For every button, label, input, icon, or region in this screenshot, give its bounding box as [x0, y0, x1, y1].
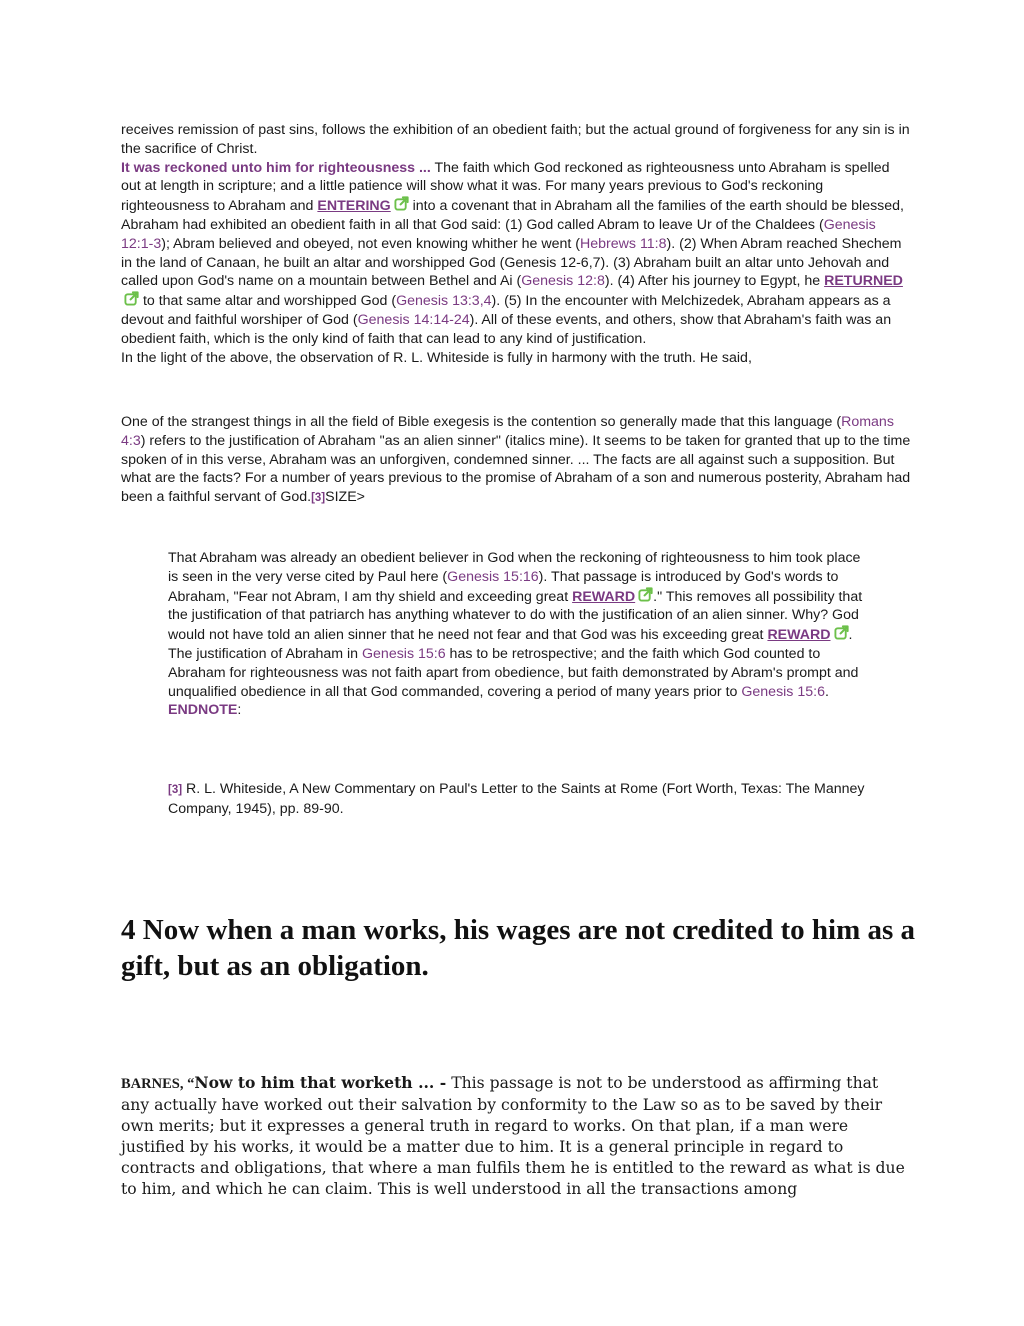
external-link-icon[interactable]: [638, 587, 653, 602]
scripture-link-genesis-15-6[interactable]: Genesis 15:6: [362, 645, 446, 662]
scripture-link-hebrews-11-8[interactable]: Hebrews 11:8: [580, 235, 667, 252]
paragraph-reckoned: It was reckoned unto him for righteousness ... The faith which God reckoned as righteousness unto Abraham is spelled out at length in scripture; and a little patience will show what it was. For many years previous to God's reckoning righteousness to Abraham and ENTERING into a covenant that in Abraham all the families of the earth should be blessed, Abraham had exhibited an obedient faith in all that God said: (1) God called Abram to leave Ur of the Chaldees (Genesis 12:1-3); Abram believed and obeyed, not even knowing whither he went (Hebrews 11:8). (2) When Abram reached Shechem in the land of Canaan, he built an altar and worshipped God (Genesis 12-6,7). (3) Abraham built an altar unto Jehovah and called upon God's name on a mountain between Bethel and Ai (Genesis 12:8). (4) After his journey to Egypt, he RETURNED to that same altar and worshipped God (Genesis 13:3,4). (5) In the encounter with Melchizedek, Abraham appears as a devout and faithful worshiper of God (Genesis 14:14-24). All of these events, and others, show that Abraham's faith was an obedient faith, which is the only kind of faith that can lead to any kind of justification.: [121, 159, 904, 347]
scripture-link-genesis-15-6[interactable]: Genesis 15:6: [741, 683, 825, 700]
scripture-link-romans-4-3[interactable]: Romans 4:3: [121, 414, 894, 449]
keyword-link-entering[interactable]: ENTERING: [317, 198, 391, 215]
keyword-link-reward[interactable]: REWARD: [767, 627, 831, 644]
section-lead: It was reckoned unto him for righteousness ...: [121, 159, 431, 176]
barnes-commentary: [121, 1072, 911, 1200]
whiteside-quote: [121, 413, 911, 508]
endnote-entry: [168, 780, 868, 819]
scripture-link-genesis-12-1[interactable]: Genesis 12:1-3: [121, 216, 876, 252]
keyword-link-reward[interactable]: REWARD: [572, 588, 636, 605]
verse-heading: 4 Now when a man works, his wages are not credited to him as a gift, but as an obligation.: [121, 914, 916, 982]
scripture-link-genesis-14-14[interactable]: Genesis 14:14-24: [357, 311, 470, 328]
paragraph-remission: receives remission of past sins, follows the exhibition of an obedient faith; but the actual ground of forgiveness for any sin is in the sacrifice of Christ.: [121, 122, 910, 157]
paragraph-whiteside-intro: In the light of the above, the observation of R. L. Whiteside is fully in harmony with the truth. He said,: [121, 349, 752, 366]
footnote-ref-3[interactable]: [3]: [311, 492, 326, 505]
scripture-link-genesis-12-8[interactable]: Genesis 12:8: [521, 273, 605, 290]
paragraph-exegesis: One of the strangest things in all the field of Bible exegesis is the contention so generally made that this language (Romans 4:3) refers to the justification of Abraham "as an alien sinner" (italics mine). It seems to be taken for granted that up to the time spoken of in this verse, Abraham was an unforgiven, condemned sinner. ... The facts are all against such a supposition. But what are the facts? For a number of years previous to the promise of Abraham of a son and numerous posterity, Abraham had been a faithful servant of God.[3]SIZE>: [121, 414, 911, 506]
footnote-backref-3[interactable]: [3]: [168, 784, 183, 796]
scripture-link-genesis-13-3[interactable]: Genesis 13:3,4: [396, 293, 492, 310]
commentary-block-main: [121, 121, 911, 367]
endnote-text: [3] R. L. Whiteside, A New Commentary on Paul's Letter to the Saints at Rome (Fort Worth, Texas: The Manney Company, 1945), pp. 89-90.: [168, 781, 865, 817]
quoted-phrase: Now to him that worketh ... -: [194, 1073, 447, 1092]
endnote-label: ENDNOTE:: [168, 702, 242, 719]
scripture-link-genesis-15-16[interactable]: Genesis 15:16: [447, 568, 539, 585]
external-link-icon[interactable]: [124, 291, 139, 306]
commentator-label: BARNES, “: [121, 1076, 195, 1092]
external-link-icon[interactable]: [394, 196, 409, 211]
external-link-icon[interactable]: [834, 625, 849, 640]
paragraph-obedient-believer: That Abraham was already an obedient believer in God when the reckoning of righteousness to him took place is seen in the very verse cited by Paul here (Genesis 15:16). That passage is introduced by God's words to Abraham, "Fear not Abram, I am thy shield and exceeding great REWARD ." This removes all possibility that the justification of that patriarch has anything whatever to do with the justification of an alien sinner. Why? God would not have told an alien sinner that he need not fear and that God was his exceeding great REWARD . The justification of Abraham in Genesis 15:6 has to be retrospective; and the faith which God counted to Abraham for righteousness was not faith apart from obedience, but faith demonstrated by Abram's prompt and unqualified obedience in all that God commanded, covering a period of many years prior to Genesis 15:6.: [168, 550, 863, 700]
indented-quote: [168, 549, 868, 720]
keyword-link-returned[interactable]: RETURNED: [824, 273, 903, 290]
commentary-text: This passage is not to be understood as affirming that any actually have worked out their salvation by conformity to the Law so as to be saved by their own merits; but it expresses a general truth in regard to works. On that plan, if a man were justified by his works, it would be a matter due to him. It is a general principle in regard to contracts and obligations, that where a man fulfils them he is entitled to the reward as what is due to him, and which he can claim. This is well understood in all the transactions among: [121, 1074, 905, 1198]
